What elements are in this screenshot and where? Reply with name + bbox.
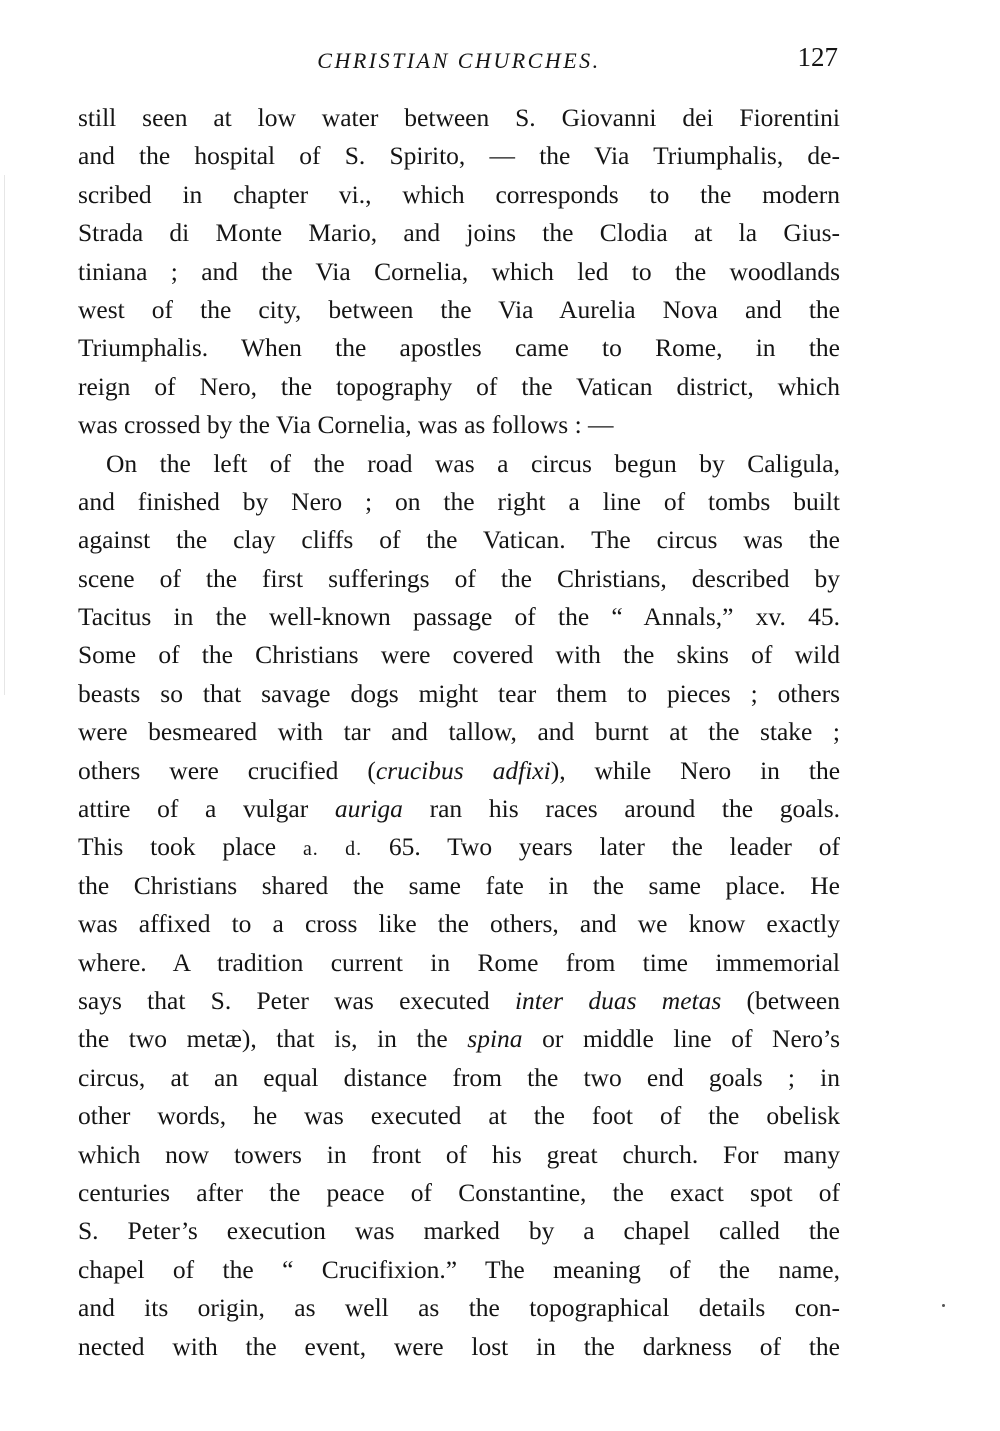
page-number: 127 (797, 42, 838, 72)
small-caps-date: a. d. (302, 838, 363, 861)
italic-phrase: inter duas metas (514, 985, 722, 1015)
text-line: This took place a. d. 65. Two years later the leader of (78, 832, 840, 862)
text-line: others were crucified (crucibus adfixi), while Nero in the (78, 755, 841, 785)
text-line: where. A tradition current in Rome from time immemorial (78, 947, 840, 977)
text-line: On the left of the road was a circus begun by Caligula, (106, 448, 840, 478)
running-title: CHRISTIAN CHURCHES. (317, 48, 601, 73)
text-line: the two metæ), that is, in the spina or middle line of Nero’s (78, 1024, 841, 1054)
text-line: was affixed to a cross like the others, and we know exactly (78, 909, 840, 939)
text-line: reign of Nero, the topography of the Vatican district, which (78, 371, 840, 401)
text-line: attire of a vulgar auriga ran his races around the goals. (78, 794, 840, 824)
text-line: Strada di Monte Mario, and joins the Clodia at la Gius- (78, 218, 840, 248)
text-line: and finished by Nero ; on the right a line of tombs built (78, 486, 840, 516)
text-line: chapel of the “ Crucifixion.” The meaning of the name, (78, 1254, 840, 1284)
text-line: S. Peter’s execution was marked by a chapel called the (78, 1216, 840, 1246)
page-header (78, 40, 840, 80)
text-line: centuries after the peace of Constantine, the exact spot of (78, 1177, 840, 1207)
text-line: scene of the first sufferings of the Christians, described by (78, 563, 840, 593)
italic-phrase: crucibus adfixi (375, 755, 551, 785)
text-line: says that S. Peter was executed inter duas metas (between (78, 985, 841, 1015)
scan-speck (942, 1304, 945, 1307)
text-line: Some of the Christians were covered with the skins of wild (78, 640, 840, 670)
italic-phrase: auriga (334, 794, 403, 824)
text-line: was crossed by the Via Cornelia, was as follows : — (78, 410, 614, 440)
italic-phrase: spina (467, 1024, 523, 1054)
body-text (78, 99, 840, 1366)
text-line: west of the city, between the Via Aurelia Nova and the (78, 294, 840, 324)
text-line: Tacitus in the well-known passage of the “ Annals,” xv. 45. (78, 602, 840, 632)
text-line: the Christians shared the same fate in the same place. He (78, 870, 840, 900)
text-line: were besmeared with tar and tallow, and burnt at the stake ; (78, 717, 840, 747)
text-line: scribed in chapter vi., which corresponds to the modern (78, 179, 840, 209)
text-line: and its origin, as well as the topographical details con- (78, 1293, 840, 1323)
text-line: circus, at an equal distance from the two end goals ; in (78, 1062, 840, 1092)
text-line: which now towers in front of his great church. For many (78, 1139, 840, 1169)
text-line: against the clay cliffs of the Vatican. The circus was the (78, 525, 840, 555)
text-line: tiniana ; and the Via Cornelia, which led to the woodlands (78, 256, 840, 286)
text-line: still seen at low water between S. Giovanni dei Fiorentini (78, 103, 840, 132)
text-line: Triumphalis. When the apostles came to Rome, in the (78, 333, 840, 363)
text-line: and the hospital of S. Spirito, — the Via Triumphalis, de- (78, 141, 840, 171)
page-edge-shadow (4, 175, 5, 695)
text-line: nected with the event, were lost in the darkness of the (78, 1331, 840, 1361)
text-line: other words, he was executed at the foot of the obelisk (78, 1101, 840, 1131)
text-line: beasts so that savage dogs might tear them to pieces ; others (78, 678, 840, 708)
